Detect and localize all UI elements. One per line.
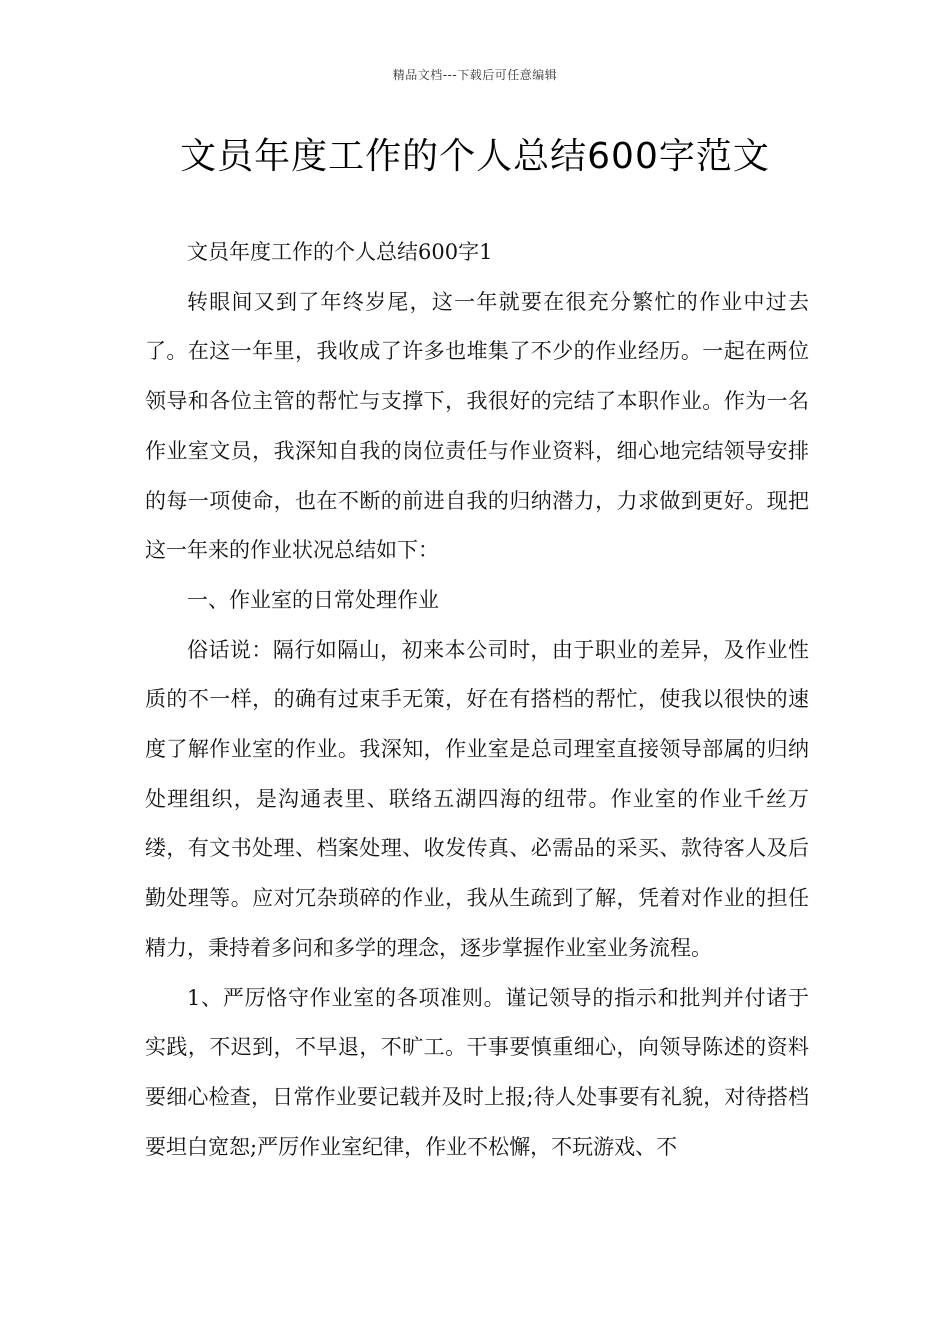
body-paragraph: 俗话说：隔行如隔山，初来本公司时，由于职业的差异，及作业性质的不一样，的确有过束手无策，好在有搭档的帮忙，使我以很快的速度了解作业室的作业。我深知，作业室是总司理室直接领导部属的归纳处理组织，是沟通表里、联络五湖四海的纽带。作业室的作业千丝万缕，有文书处理、档案处理、收发传真、必需品的采买、款待客人及后勤处理等。应对冗杂琐碎的作业，我从生疏到了解，凭着对作业的担任精力，秉持着多问和多学的理念，逐步掌握作业室业务流程。 [145,637,809,960]
body-paragraph: 转眼间又到了年终岁尾，这一年就要在很充分繁忙的作业中过去了。在这一年里，我收成了许多也堆集了不少的作业经历。一起在两位领导和各位主管的帮忙与支撑下，我很好的完结了本职作业。作为一名作业室文员，我深知自我的岗位责任与作业资料，细心地完结领导安排的每一项使命，也在不断的前进自我的归纳潜力，力求做到更好。现把这一年来的作业状况总结如下： [145,289,809,563]
body-paragraph: 1、严厉恪守作业室的各项准则。谨记领导的指示和批判并付诸于实践，不迟到，不早退，不旷工。干事要慎重细心，向领导陈述的资料要细心检查，日常作业要记载并及时上报;待人处事要有礼貌，对待搭档要坦白宽恕;严厉作业室纪律，作业不松懈，不玩游戏、不 [145,985,809,1159]
header-note: 精品文档---下载后可任意编辑 [392,68,558,82]
section-heading: 文员年度工作的个人总结600字1 [187,240,493,264]
document-title: 文员年度工作的个人总结600字范文 [180,136,770,177]
subsection-heading: 一、作业室的日常处理作业 [187,587,439,612]
document-body [145,228,809,1172]
